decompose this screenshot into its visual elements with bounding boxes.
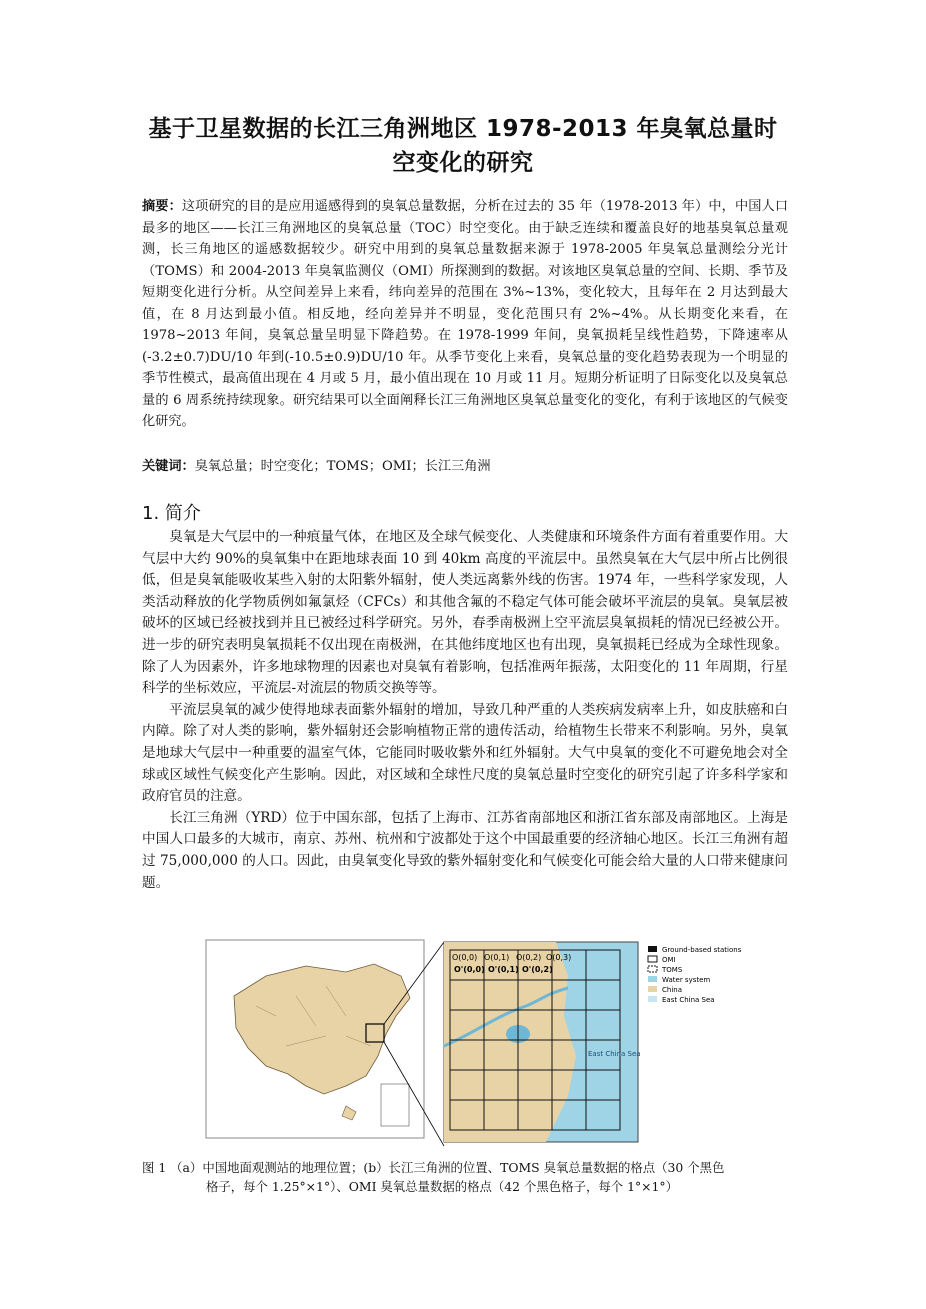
- inset-box: [381, 1084, 409, 1126]
- grid-label-6: O'(0,2): [522, 965, 553, 974]
- legend-stations: Ground-based stations: [662, 946, 742, 954]
- legend-omi: OMI: [662, 956, 676, 964]
- section-body: [142, 527, 788, 894]
- legend-swatch-china: [648, 986, 657, 992]
- abstract: [142, 196, 788, 433]
- paper-title: [100, 112, 826, 180]
- caption-line-2: 格子，每个 1.25°×1°）、OMI 臭氧总量数据的格点（42 个黑色格子，每个 1°×1°）: [206, 1179, 679, 1194]
- title-line-1: 基于卫星数据的长江三角洲地区 1978-2013 年臭氧总量时: [148, 116, 778, 142]
- abstract-text: 这项研究的目的是应用遥感得到的臭氧总量数据，分析在过去的 35 年（1978-2013 年）中，中国人口最多的地区——长江三角洲地区的臭氧总量（TOC）时空变化。由于缺乏连续和覆盖良好的地基臭氧总量观测，长三角地区的遥感数据较少。研究中用到的臭氧总量数据来源于 1978-2005 年臭氧总量测绘分光计（TOMS）和 2004-2013 年臭氧监测仪（OMI）所探测到的数据。对该地区臭氧总量的空间、长期、季节及短期变化进行分析。从空间差异上来看，纬向差异的范围在 3%~13%，变化较大，且每年在 2 月达到最大值，在 8 月达到最小值。相反地，经向差异并不明显，变化范围只有 2%~4%。从长期变化来看，在 1978~2013 年间，臭氧总量呈明显下降趋势。在 1978-1999 年间，臭氧损耗呈线性趋势，下降速率从(-3.2±0.7)DU/10 年到(-10.5±0.9)DU/10 年。从季节变化上来看，臭氧总量的变化趋势表现为一个明显的季节性模式，最高值出现在 4 月或 5 月，最小值出现在 10 月或 11 月。短期分析证明了日际变化以及臭氧总量的 6 周系统持续现象。研究结果可以全面阐释长江三角洲地区臭氧总量变化的变化，有利于该地区的气候变化研究。: [142, 199, 789, 429]
- grid-label-2: O(0,2): [516, 953, 542, 962]
- grid-label-3: O(0,3): [546, 953, 572, 962]
- legend-sea: East China Sea: [662, 996, 715, 1004]
- figure-1: [196, 936, 796, 1156]
- grid-label-0: O(0,0): [452, 953, 478, 962]
- grid-label-4: O'(0,0): [454, 965, 485, 974]
- sea-label: East China Sea: [588, 1050, 641, 1058]
- title-line-2: 空变化的研究: [392, 150, 534, 176]
- paragraph-2: 平流层臭氧的减少使得地球表面紫外辐射的增加，导致几种严重的人类疾病发病率上升，如皮肤癌和白内障。除了对人类的影响，紫外辐射还会影响植物正常的遗传活动，给植物生长带来不利影响。另外，臭氧是地球大气层中一种重要的温室气体，它能同时吸收紫外和红外辐射。大气中臭氧的变化不可避免地会对全球或区域性气候变化产生影响。因此，对区域和全球性尺度的臭氧总量时空变化的研究引起了许多科学家和政府官员的注意。: [142, 701, 788, 805]
- keywords-text: 臭氧总量；时空变化；TOMS；OMI；长江三角洲: [194, 459, 491, 474]
- paragraph-1: 臭氧是大气层中的一种痕量气体，在地区及全球气候变化、人类健康和环境条件方面有着重要作用。大气层中大约 90%的臭氧集中在距地球表面 10 到 40km 高度的平流层中。虽然臭氧在大气层中所占比例很低，但是臭氧能吸收某些入射的太阳紫外辐射，使人类远离紫外线的伤害。1974 年，一些科学家发现，人类活动释放的化学物质例如氟氯烃（CFCs）和其他含氟的不稳定气体可能会破坏平流层的臭氧。臭氧层被破坏的区域已经被找到并且已被经过科学研究。另外，春季南极洲上空平流层臭氧损耗的情况已经被公开。进一步的研究表明臭氧损耗不仅出现在南极洲，在其他纬度地区也有出现，臭氧损耗已经成为全球性现象。除了人为因素外，许多地球物理的因素也对臭氧有着影响，包括准两年振荡，太阳变化的 11 年周期，行星科学的坐标效应，平流层-对流层的物质交换等等。: [142, 529, 788, 697]
- legend-swatch-stations: [648, 946, 657, 952]
- keywords: [142, 456, 788, 477]
- section-heading: 1. 简介: [142, 503, 201, 524]
- legend-china: China: [662, 986, 682, 994]
- grid-label-1: O(0,1): [484, 953, 510, 962]
- legend-swatch-toms: [648, 966, 657, 972]
- legend-toms: TOMS: [662, 966, 683, 974]
- legend: [648, 946, 742, 1004]
- paragraph-3: 长江三角洲（YRD）位于中国东部，包括了上海市、江苏省南部地区和浙江省东部及南部地区。上海是中国人口最多的大城市，南京、苏州、杭州和宁波都处于这个中国最重要的经济轴心地区。长江三角洲有超过 75,000,000 的人口。因此，由臭氧变化导致的紫外辐射变化和气候变化可能会给大量的人口带来健康问题。: [142, 809, 788, 891]
- legend-water: Water system: [662, 976, 711, 984]
- abstract-label: 摘要：: [142, 199, 182, 214]
- figure-caption: [142, 1158, 788, 1196]
- legend-swatch-omi: [648, 956, 657, 962]
- keywords-label: 关键词：: [142, 459, 195, 474]
- caption-line-1: 图 1 （a）中国地面观测站的地理位置；(b）长江三角洲的位置、TOMS 臭氧总量数据的格点（30 个黑色: [142, 1160, 725, 1175]
- figure-map: [196, 936, 796, 1156]
- grid-label-5: O'(0,1): [488, 965, 519, 974]
- legend-swatch-sea: [648, 996, 657, 1002]
- legend-swatch-water: [648, 976, 657, 982]
